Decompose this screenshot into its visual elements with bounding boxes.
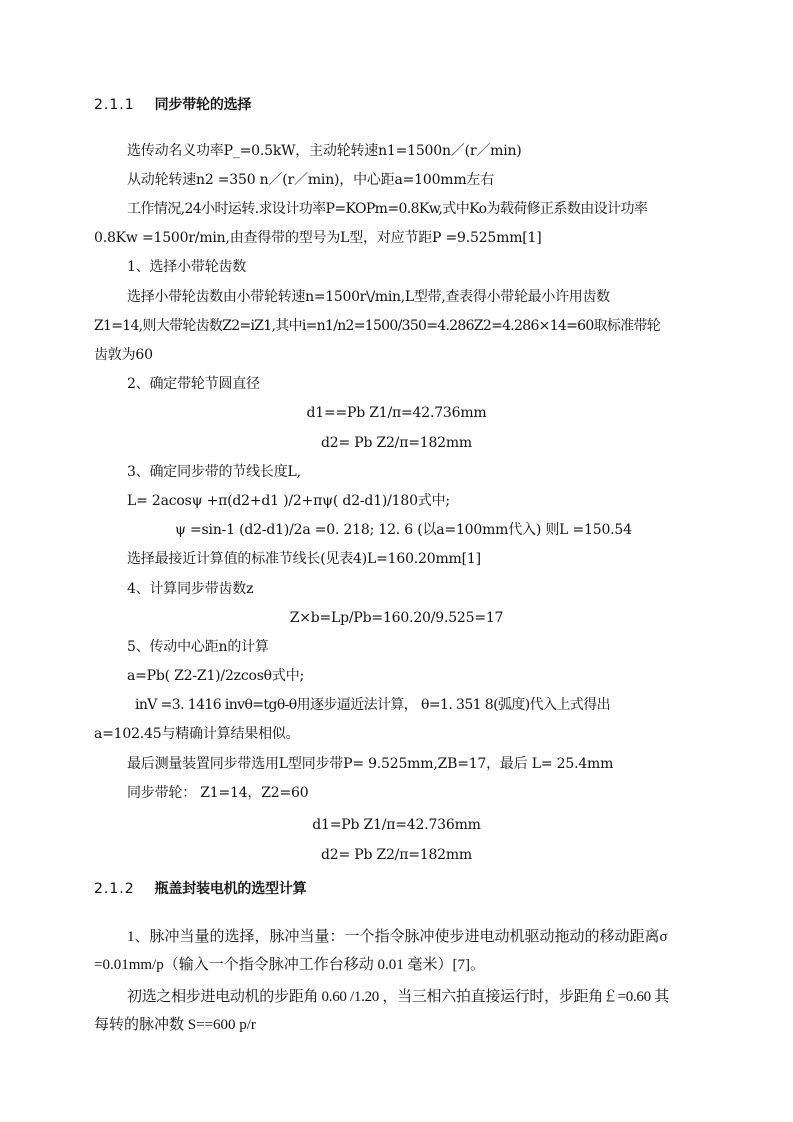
formula-line: d2= Pb Z2/π=182mm bbox=[320, 847, 473, 863]
text-line: 同步带轮： Z1=14，Z2=60 bbox=[127, 785, 309, 801]
section-number: 2.1.2 bbox=[94, 881, 135, 897]
section-heading-2-1-2 bbox=[94, 880, 306, 898]
text-line: 工作情况,24小时运转.求设计功率P=KOPm=0.8Kw,式中Ko为载荷修正系数由设计功率 bbox=[127, 201, 648, 217]
section-title: 同步带轮的选择 bbox=[154, 97, 252, 113]
formula-line: ψ =sin-1 (d2-d1)/2a =0. 218; 12. 6 (以a=100mm代入) 则L =150.54 bbox=[175, 522, 632, 538]
text-line: 0.8Kw =1500r/min,由查得带的型号为L型，对应节距P =9.525mm[1] bbox=[94, 230, 542, 246]
formula-line: Z×b=Lp/Pb=160.20/9.525=17 bbox=[289, 610, 504, 626]
formula-line: a=Pb( Z2-Z1)/2zcosθ式中; bbox=[127, 668, 305, 684]
text-line: 选择小带轮齿数由小带轮转速n=1500r\/min,L型带,查表得小带轮最小许用齿数 bbox=[127, 289, 610, 305]
text-line: =0.01mm/p（输入一个指令脉冲工作台移动 0.01 毫米）[7]。 bbox=[94, 957, 485, 973]
text-line: 3、确定同步带的节线长度L, bbox=[127, 464, 301, 480]
formula-line: d1==Pb Z1/π=42.736mm bbox=[306, 405, 487, 421]
formula-line: L= 2acosψ +π(d2+d1 )/2+πψ( d2-d1)/180式中; bbox=[127, 493, 450, 509]
text-line: 选传动名义功率P_=0.5kW，主动轮转速n1=1500n／(r／min) bbox=[127, 143, 522, 159]
formula-line: d2= Pb Z2/π=182mm bbox=[320, 435, 473, 451]
text-line: 从动轮转速n2 =350 n／(r／min)，中心距a=100mm左右 bbox=[127, 172, 495, 188]
text-line: 选择最接近计算值的标准节线长(见表4)L=160.20mm[1] bbox=[127, 551, 481, 567]
text-line: Z1=14,则大带轮齿数Z2=iZ1,其中i=n1/n2=1500/350=4.286Z2=4.286×14=60取标准带轮 bbox=[94, 318, 661, 334]
text-line: 初选之相步进电动机的步距角 0.60 /1.20 ，当三相六拍直接运行时，步距角￡=0.60 其 bbox=[127, 989, 669, 1005]
text-line: 齿敦为60 bbox=[94, 347, 153, 363]
text-line: 每转的脉冲数 S==600 p/r bbox=[94, 1017, 256, 1033]
formula-line: d1=Pb Z1/π=42.736mm bbox=[312, 817, 481, 833]
text-line: 4、计算同步带齿数z bbox=[127, 581, 254, 597]
text-line: a=102.45与精确计算结果相似。 bbox=[94, 726, 300, 742]
section-heading-2-1-1 bbox=[94, 96, 251, 114]
text-line: 2、确定带轮节圆直径 bbox=[127, 376, 260, 392]
text-line: 1、选择小带轮齿数 bbox=[127, 259, 247, 275]
section-title: 瓶盖封装电机的选型计算 bbox=[154, 881, 307, 897]
text-line: 5、传动中心距n的计算 bbox=[127, 639, 269, 655]
text-line: inV =3. 1416 invθ=tgθ-θ用逐步逼近法计算， θ=1. 351 8(弧度)代入上式得出 bbox=[135, 697, 611, 713]
text-line: 1、脉冲当量的选择，脉冲当量：一个指令脉冲使步进电动机驱动拖动的移动距离σ bbox=[127, 929, 668, 945]
section-number: 2.1.1 bbox=[94, 97, 135, 113]
text-line: 最后测量装置同步带选用L型同步带P= 9.525mm,ZB=17，最后 L= 25.4mm bbox=[127, 756, 614, 772]
